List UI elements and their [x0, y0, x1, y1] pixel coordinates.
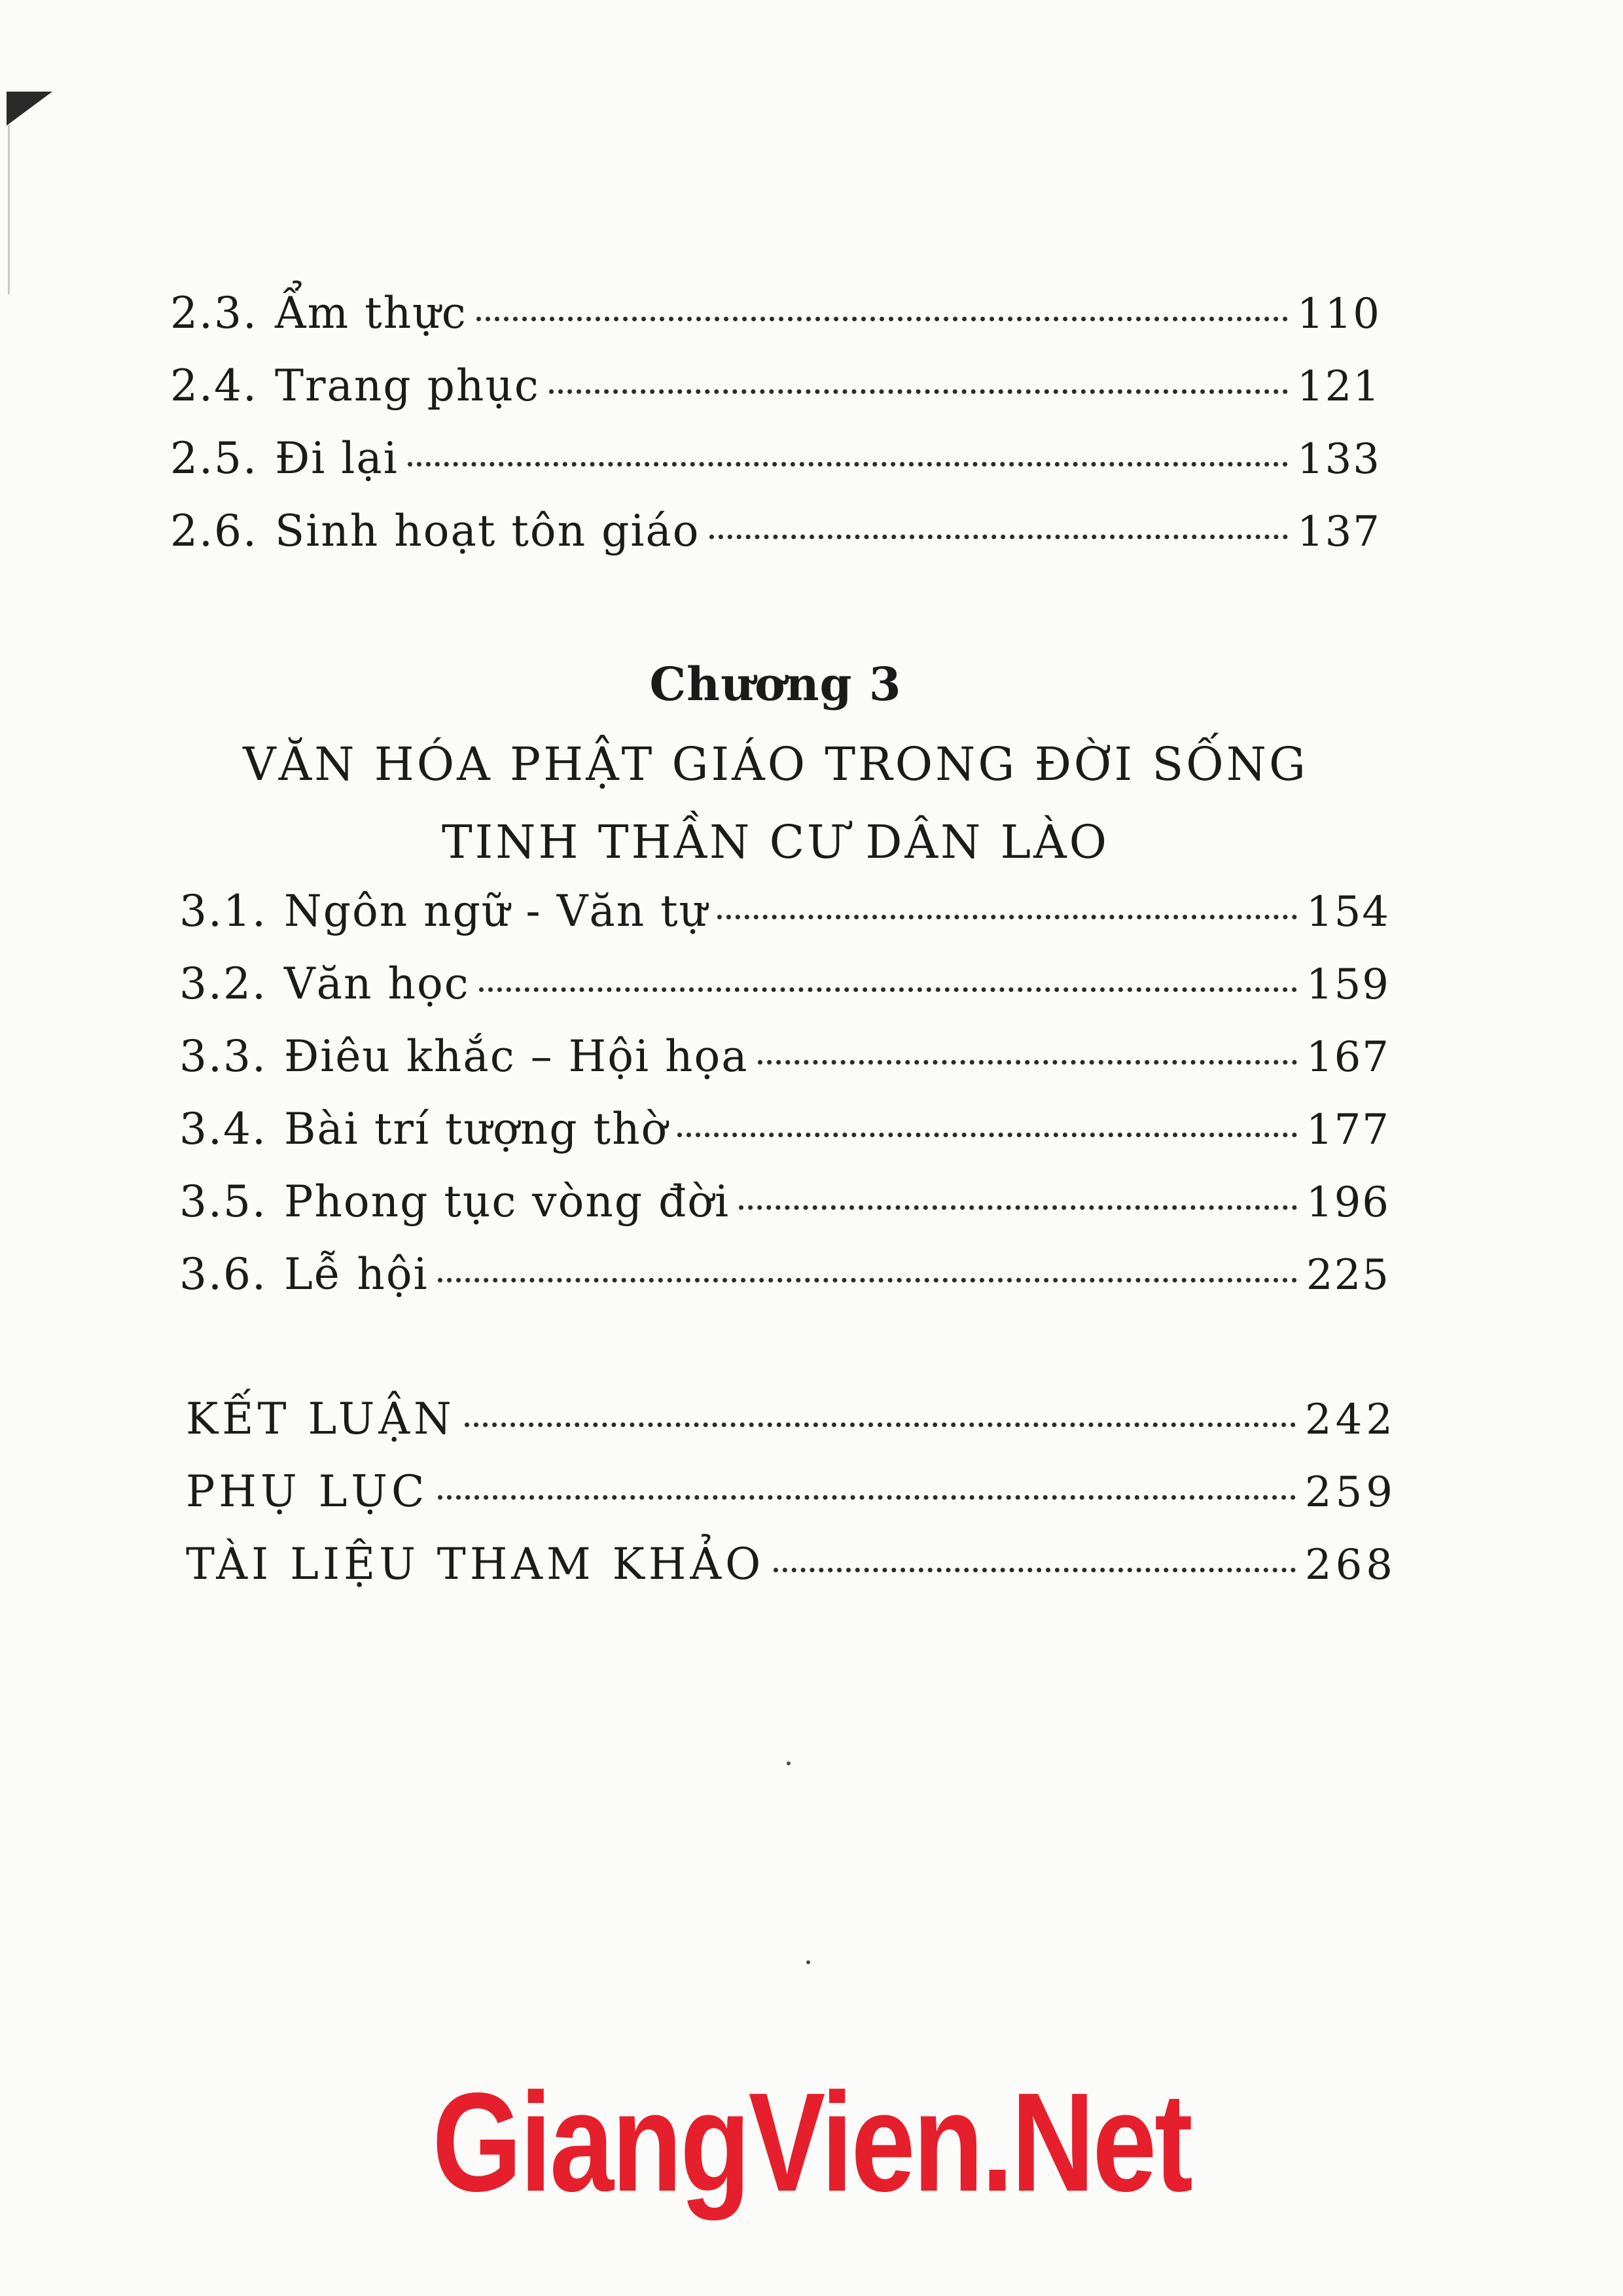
toc-entry-2-3[interactable] [170, 288, 1381, 361]
toc-entry-page: 137 [1296, 508, 1381, 556]
toc-entry-title: KẾT LUẬN [186, 1394, 455, 1444]
dot-leader [476, 317, 1288, 321]
toc-entry-title: Ẩm thực [274, 288, 467, 338]
toc-entry-page: 133 [1296, 435, 1381, 484]
toc-entry-page: 242 [1304, 1396, 1397, 1444]
toc-entry-page: 177 [1306, 1106, 1390, 1154]
dot-leader [774, 1568, 1296, 1572]
dot-leader [758, 1060, 1297, 1065]
toc-entry-3-1[interactable] [179, 886, 1390, 959]
scan-edge-line [8, 124, 10, 294]
toc-entry-number: 2.6. [170, 506, 258, 556]
chapter-title-line-1: VĂN HÓA PHẬT GIÁO TRONG ĐỜI SỐNG [243, 737, 1308, 791]
chapter-title-line-2: TINH THẦN CƯ DÂN LÀO [441, 815, 1110, 869]
toc-entry-title: Trang phục [274, 361, 540, 411]
toc-entry-3-2[interactable] [179, 959, 1390, 1031]
dot-leader [549, 389, 1288, 394]
toc-entry-3-5[interactable] [179, 1176, 1390, 1249]
toc-entry-number: 2.3. [170, 288, 258, 338]
toc-entry-3-6[interactable] [179, 1249, 1390, 1322]
toc-entry-title: Điêu khắc – Hội họa [283, 1031, 749, 1082]
toc-entry-page: 268 [1304, 1541, 1397, 1589]
scan-speck [806, 1960, 810, 1964]
toc-entry-2-4[interactable] [170, 361, 1381, 433]
toc-entry-title: Bài trí tượng thờ [283, 1104, 669, 1154]
toc-entry-page: 110 [1296, 290, 1381, 338]
watermark-text: GiangVien.Net [432, 2063, 1191, 2221]
toc-entry-page: 196 [1306, 1178, 1390, 1227]
dot-leader [717, 915, 1297, 919]
toc-entry-page: 167 [1306, 1033, 1390, 1082]
toc-entry-references[interactable] [186, 1539, 1397, 1612]
toc-entry-3-4[interactable] [179, 1104, 1390, 1176]
toc-entry-title: Ngôn ngữ - Văn tự [283, 886, 709, 936]
dot-leader [677, 1133, 1297, 1137]
toc-entry-page: 259 [1304, 1468, 1397, 1517]
toc-entry-number: 3.6. [179, 1249, 267, 1299]
toc-back-matter [170, 1394, 1397, 1612]
toc-entry-title: TÀI LIỆU THAM KHẢO [186, 1539, 765, 1589]
toc-entry-number: 3.2. [179, 959, 267, 1009]
toc-entry-2-6[interactable] [170, 506, 1381, 578]
toc-entry-3-3[interactable] [179, 1031, 1390, 1104]
toc-entry-title: PHỤ LỤC [186, 1466, 429, 1517]
toc-entry-2-5[interactable] [170, 433, 1381, 506]
dot-leader [479, 987, 1297, 992]
toc-entry-number: 3.1. [179, 886, 267, 936]
dot-leader [709, 535, 1288, 539]
toc-entry-number: 3.4. [179, 1104, 267, 1154]
scan-corner-mark [7, 92, 52, 126]
toc-entry-page: 159 [1306, 961, 1390, 1009]
toc-entry-conclusion[interactable] [186, 1394, 1397, 1466]
dot-leader [739, 1205, 1297, 1210]
dot-leader [438, 1278, 1297, 1282]
toc-section-3 [170, 886, 1390, 1322]
table-of-contents [170, 288, 1397, 1612]
toc-entry-title: Phong tục vòng đời [283, 1176, 730, 1227]
toc-entry-number: 2.5. [170, 433, 258, 484]
toc-entry-page: 154 [1306, 888, 1390, 936]
toc-section-2 [170, 288, 1381, 578]
toc-entry-title: Văn học [283, 959, 470, 1009]
toc-entry-page: 121 [1296, 362, 1381, 411]
toc-entry-number: 3.3. [179, 1031, 267, 1082]
toc-entry-page: 225 [1306, 1251, 1390, 1299]
scan-speck [787, 1761, 791, 1765]
toc-entry-title: Lễ hội [283, 1249, 429, 1299]
toc-entry-appendix[interactable] [186, 1466, 1397, 1539]
chapter-label: Chương 3 [649, 657, 902, 711]
toc-entry-title: Sinh hoạt tôn giáo [274, 506, 700, 556]
toc-entry-title: Đi lại [274, 433, 399, 484]
dot-leader [465, 1422, 1296, 1427]
dot-leader [408, 462, 1288, 467]
toc-entry-number: 3.5. [179, 1176, 267, 1227]
toc-entry-number: 2.4. [170, 361, 258, 411]
dot-leader [438, 1495, 1296, 1500]
